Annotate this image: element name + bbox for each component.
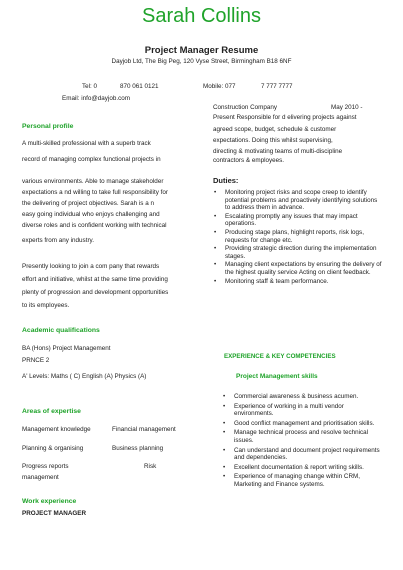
profile-line: plenty of progression and development opportunities xyxy=(22,289,169,296)
expertise-item: management xyxy=(22,474,59,481)
expertise-item: Planning & organising xyxy=(22,445,84,452)
candidate-name: Sarah Collins xyxy=(142,5,261,27)
profile-line: record of managing complex functional projects in xyxy=(22,156,161,163)
duty-item: • Producing stage plans, highlight reports, risk logs, requests for change etc. xyxy=(214,228,364,244)
competency-item: • Manage technical process and resolve technical issues. xyxy=(223,429,369,444)
expertise-item: Management knowledge xyxy=(22,426,91,433)
tel-value: 870 061 0121 xyxy=(120,83,159,90)
job-summary-line: Present Responsible for d elivering projects against xyxy=(213,114,357,121)
profile-line: the delivering of project objectives. Sarah is a n xyxy=(22,200,154,207)
qualification-item: PRNCE 2 xyxy=(22,357,50,364)
profile-line: easy going individual who enjoys challenging and xyxy=(22,211,160,218)
work-experience-heading: Work experience xyxy=(22,498,77,505)
profile-line: expectations a nd willing to take full responsibility for xyxy=(22,189,168,196)
duty-item: • Monitoring staff & team performance. xyxy=(214,277,329,285)
profile-line: Presently looking to join a com pany that rewards xyxy=(22,263,160,270)
profile-line: various environments. Able to manage stakeholder xyxy=(22,178,164,185)
competency-item: • Experience of managing change within CRM, Marketing and Finance systems. xyxy=(223,473,361,488)
profile-line: diverse roles and is confident working with technical xyxy=(22,222,167,229)
mobile-value: 7 777 7777 xyxy=(261,83,293,90)
qualification-item: A' Levels: Maths ( C) English (A) Physics (A) xyxy=(22,373,147,380)
expertise-item: Business planning xyxy=(112,445,164,452)
competency-item: • Experience of working in a multi vendor environments. xyxy=(223,402,344,418)
duty-item: • Managing client expectations by ensuring the delivery of the highest quality service Acting on client feedback. xyxy=(214,261,382,276)
academic-qualifications-heading: Academic qualifications xyxy=(22,327,100,334)
profile-line: A multi-skilled professional with a superb track xyxy=(22,140,151,147)
tel-label: Tel: 0 xyxy=(82,83,98,90)
competencies-list xyxy=(223,393,383,489)
competency-item: • Can understand and document project requirements and dependencies. xyxy=(223,446,380,462)
job-summary-line: directing & motivating teams of multi-discipline xyxy=(213,148,343,155)
duty-item: • Providing strategic direction during the implementation stages. xyxy=(214,245,377,260)
profile-line: effort and initiative, whilst at the same time providing xyxy=(22,276,168,283)
expertise-item: Risk xyxy=(144,463,157,470)
competencies-heading: EXPERIENCE & KEY COMPETENCIES xyxy=(224,353,336,360)
duty-item: • Monitoring project risks and scope creep to identify potential problems and proactively identifying solutions to address them in advance. xyxy=(214,189,378,212)
profile-line: experts from any industry. xyxy=(22,237,94,244)
qualification-item: BA (Hons) Project Management xyxy=(22,345,111,352)
company-name: Construction Company xyxy=(213,104,278,111)
expertise-item: Financial management xyxy=(112,426,176,433)
job-date: May 2010 - xyxy=(331,104,363,111)
project-management-skills-heading: Project Management skills xyxy=(236,373,318,380)
profile-line: to its employees. xyxy=(22,302,70,309)
job-role: PROJECT MANAGER xyxy=(22,510,87,517)
personal-profile-heading: Personal profile xyxy=(22,123,74,130)
job-summary-line: contractors & employees. xyxy=(213,157,285,164)
areas-of-expertise-heading: Areas of expertise xyxy=(22,408,81,415)
expertise-item: Progress reports xyxy=(22,463,69,470)
resume-title: Project Manager Resume xyxy=(144,45,259,56)
job-summary-line: agreed scope, budget, schedule & customer xyxy=(213,126,337,133)
competency-item: • Excellent documentation & report writing skills. xyxy=(223,463,364,471)
duty-item: • Escalating promptly any issues that may impact operations. xyxy=(214,212,358,228)
job-summary-line: expectations. Doing this whilst supervising, xyxy=(213,137,333,144)
mobile-label: Mobile: 077 xyxy=(203,83,236,90)
email: Email: info@dayjob.com xyxy=(62,95,130,102)
duties-heading: Duties: xyxy=(213,176,239,185)
address: Dayjob Ltd, The Big Peg, 120 Vyse Street, Birmingham B18 6NF xyxy=(111,58,292,65)
competency-item: • Good conflict management and prioritisation skills. xyxy=(223,419,375,427)
duties-list xyxy=(214,189,384,285)
competency-item: • Commercial awareness & business acumen. xyxy=(223,393,359,400)
